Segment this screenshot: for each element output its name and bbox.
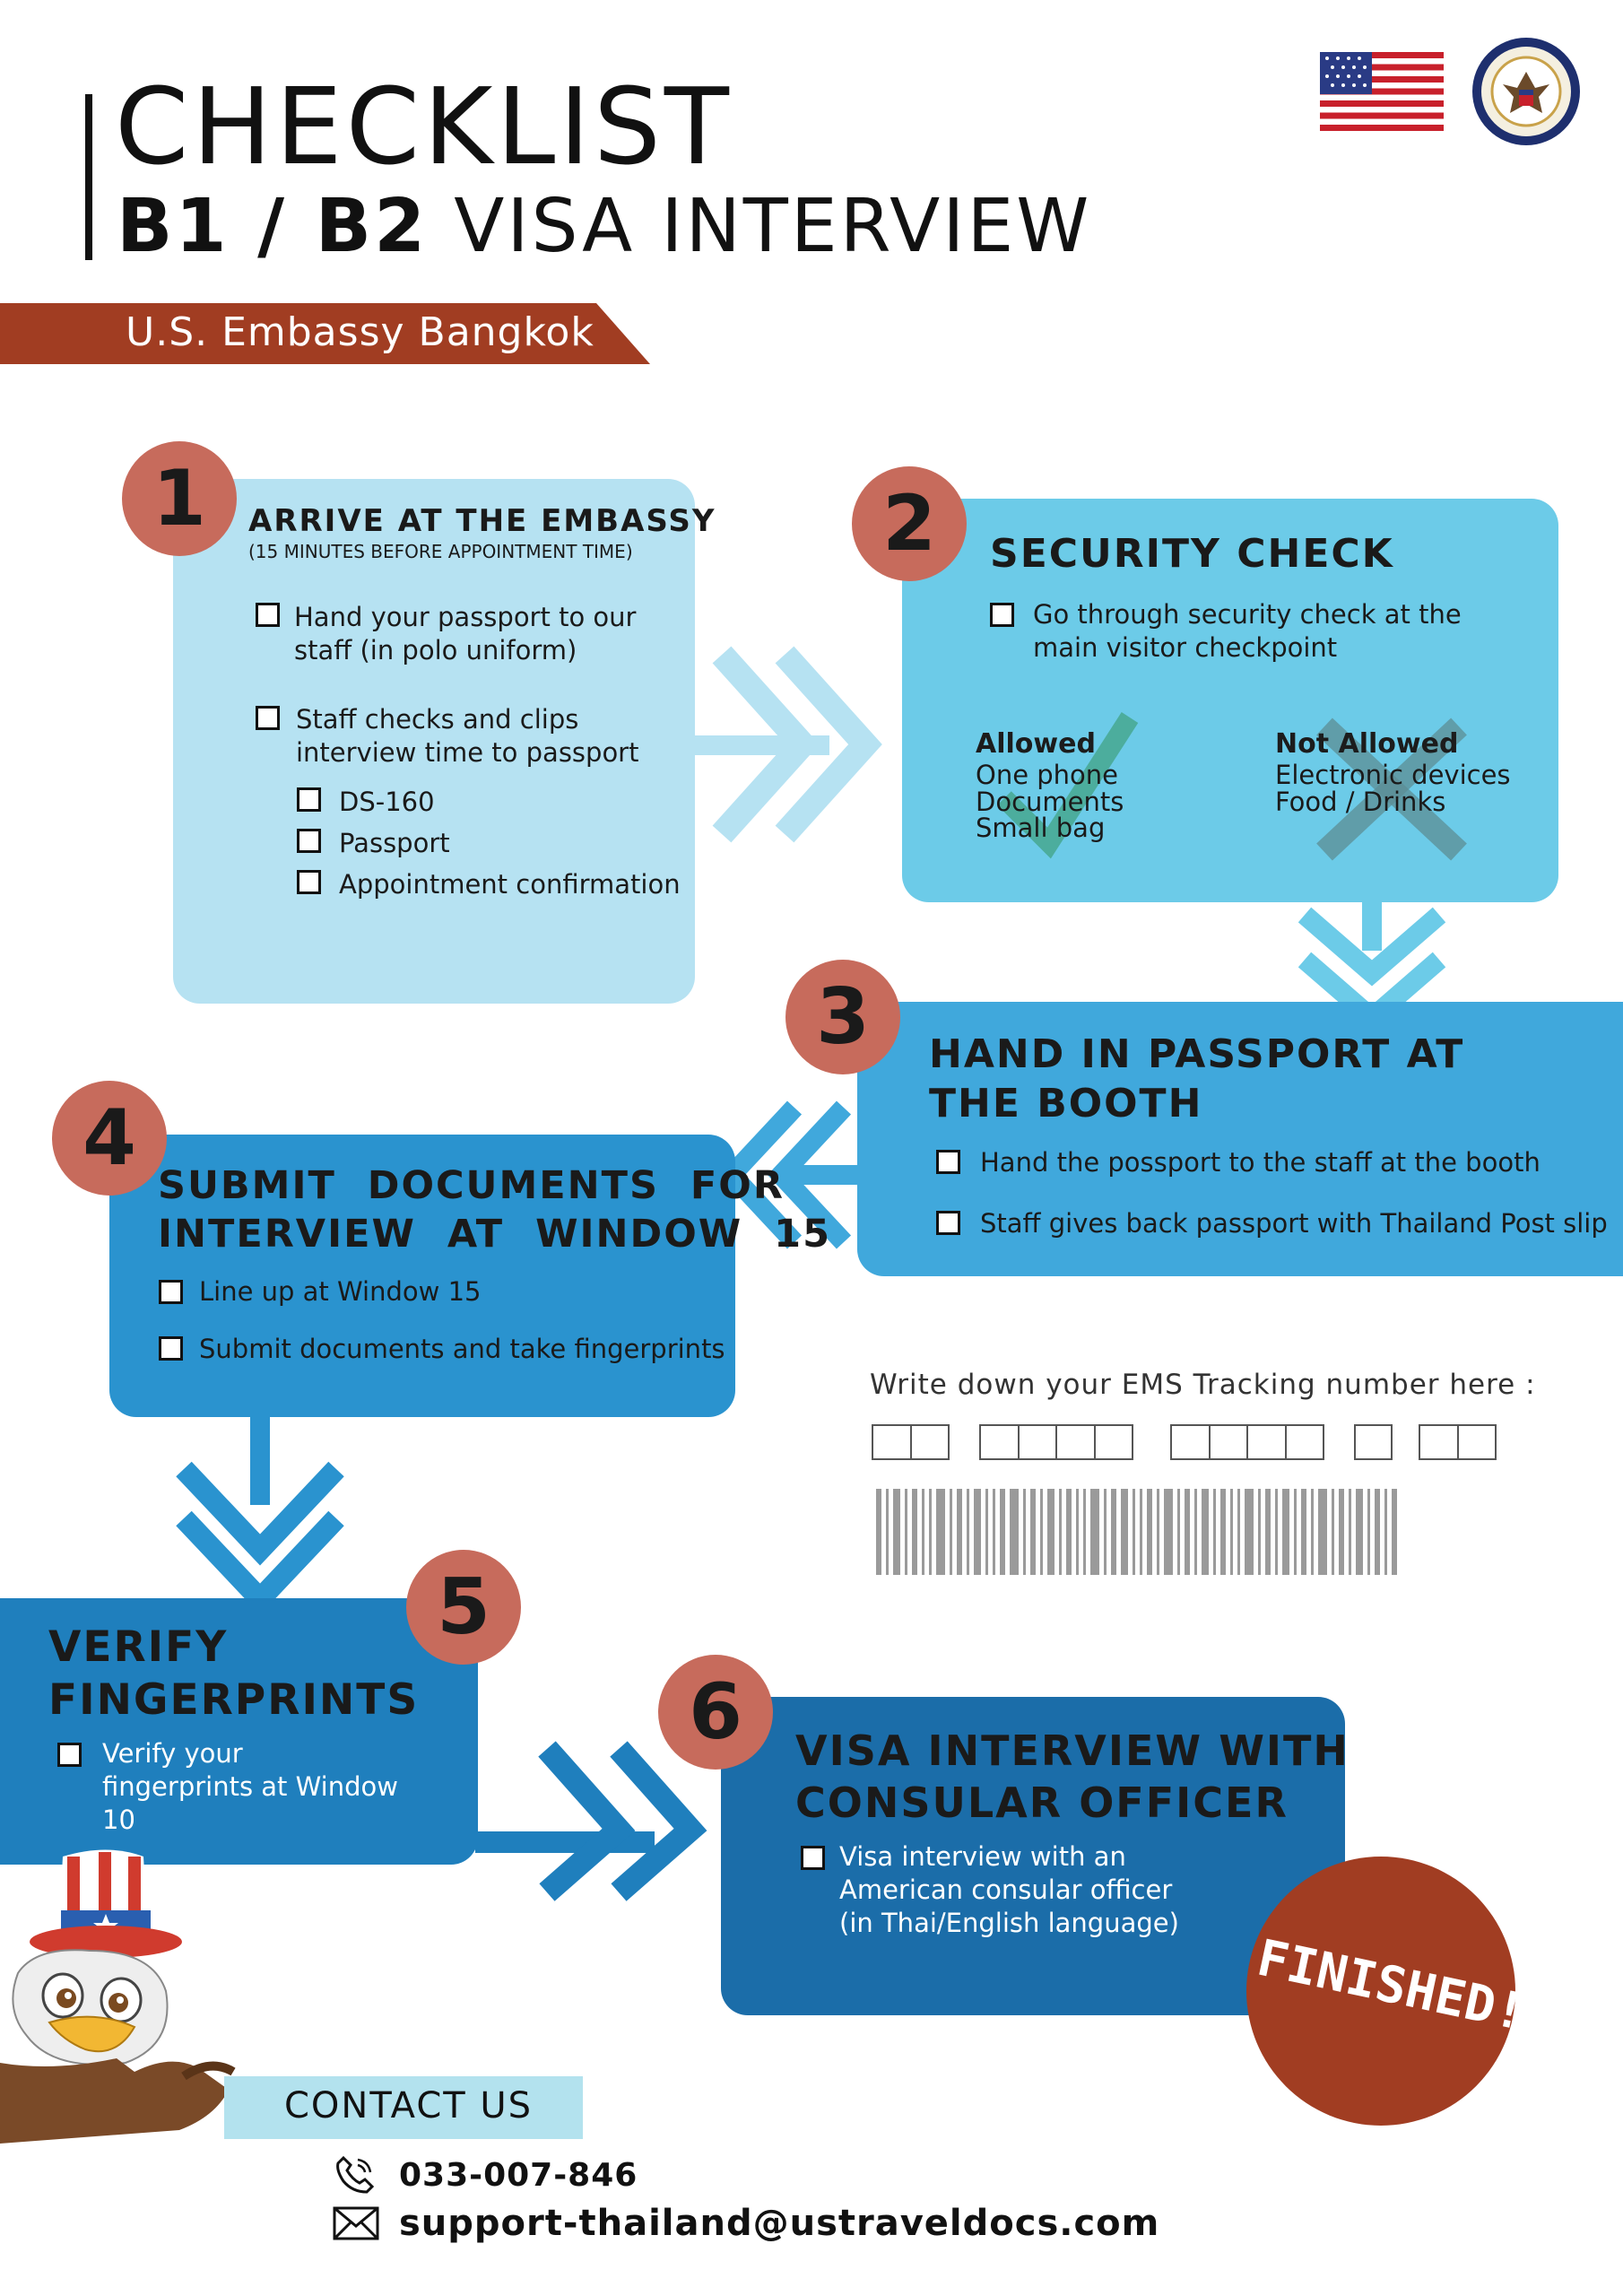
contact-title: CONTACT US bbox=[284, 2085, 534, 2126]
contact-email[interactable]: support-thailand@ustraveldocs.com bbox=[399, 2203, 1160, 2244]
step-4-item-1: Line up at Window 15 bbox=[199, 1276, 482, 1307]
embassy-seal-icon bbox=[1471, 36, 1582, 147]
barcode bbox=[876, 1489, 1504, 1575]
allowed-list bbox=[976, 762, 1124, 842]
eagle-mascot-icon bbox=[0, 1848, 242, 2144]
ems-tracking-field[interactable] bbox=[979, 1424, 1133, 1460]
step-2-item-1: Go through security check at the main visitor checkpoint bbox=[1033, 599, 1462, 663]
step-6-heading-line-1: VISA INTERVIEW WITH bbox=[795, 1726, 1350, 1775]
step-2-number: 2 bbox=[852, 466, 967, 581]
step-5-number: 5 bbox=[406, 1550, 521, 1665]
checkbox[interactable] bbox=[256, 706, 280, 730]
not-allowed-item: Electronic devices bbox=[1275, 760, 1511, 790]
step-5-item-1: Verify your fingerprints at Window 10 bbox=[102, 1738, 398, 1835]
step-4-heading-line-1: SUBMIT DOCUMENTS FOR bbox=[158, 1163, 785, 1208]
chevron-arrow-icon bbox=[175, 1415, 345, 1613]
phone-icon bbox=[334, 2154, 376, 2196]
ems-tracking-field[interactable] bbox=[1419, 1424, 1497, 1460]
step-4-heading bbox=[158, 1162, 831, 1259]
not-allowed-item: Food / Drinks bbox=[1275, 786, 1446, 817]
step-1-item-1: Hand your passport to our staff (in polo uniform) bbox=[294, 602, 637, 665]
checkbox[interactable] bbox=[159, 1280, 183, 1304]
page-title: CHECKLIST bbox=[115, 65, 733, 188]
step-4-heading-line-2: INTERVIEW AT WINDOW 15 bbox=[158, 1211, 831, 1257]
step-3-heading-line-1: HAND IN PASSPORT AT bbox=[929, 1031, 1465, 1077]
embassy-ribbon-label: U.S. Embassy Bangkok bbox=[126, 309, 595, 355]
step-5-heading-line-1: VERIFY bbox=[48, 1622, 229, 1672]
checkbox[interactable] bbox=[297, 870, 321, 894]
step-2-heading: SECURITY CHECK bbox=[990, 531, 1394, 577]
visa-interview-label: VISA INTERVIEW bbox=[454, 184, 1092, 269]
step-1-item-2: Staff checks and clips interview time to passport bbox=[296, 704, 639, 768]
step-6-heading-line-2: CONSULAR OFFICER bbox=[795, 1778, 1289, 1827]
allowed-item: Documents bbox=[976, 786, 1124, 817]
checkbox[interactable] bbox=[57, 1743, 82, 1767]
ems-tracking-field[interactable] bbox=[1354, 1424, 1393, 1460]
allowed-title: Allowed bbox=[976, 728, 1096, 760]
chevron-arrow-icon bbox=[695, 637, 901, 852]
checkbox[interactable] bbox=[801, 1846, 825, 1870]
us-flag-icon bbox=[1320, 52, 1444, 131]
step-1-subitem-1: DS-160 bbox=[339, 787, 435, 817]
allowed-item: Small bag bbox=[976, 813, 1106, 844]
step-6-heading bbox=[795, 1726, 1350, 1829]
checkbox[interactable] bbox=[297, 829, 321, 853]
checkbox[interactable] bbox=[159, 1336, 183, 1361]
finished-label: FINISHED! bbox=[1252, 1928, 1531, 2043]
allowed-item: One phone bbox=[976, 760, 1119, 790]
step-1-subitem-2: Passport bbox=[339, 828, 450, 858]
checkbox[interactable] bbox=[297, 787, 321, 812]
ems-tracking-label: Write down your EMS Tracking number here : bbox=[870, 1369, 1536, 1401]
step-3-item-1: Hand the possport to the staff at the booth bbox=[980, 1147, 1541, 1178]
step-1-number: 1 bbox=[122, 441, 237, 556]
step-1-subheading: (15 MINUTES BEFORE APPOINTMENT TIME) bbox=[248, 541, 633, 562]
checkbox[interactable] bbox=[256, 603, 280, 627]
checkbox[interactable] bbox=[936, 1211, 960, 1235]
mail-icon bbox=[333, 2206, 379, 2240]
not-allowed-title: Not Allowed bbox=[1275, 728, 1459, 760]
contact-phone[interactable]: 033-007-846 bbox=[399, 2157, 638, 2194]
step-3-heading-line-2: THE BOOTH bbox=[929, 1081, 1203, 1126]
ems-tracking-field[interactable] bbox=[1170, 1424, 1324, 1460]
step-4-item-2: Submit documents and take fingerprints bbox=[199, 1334, 725, 1364]
visa-type: B1 / B2 bbox=[117, 184, 429, 269]
step-5-heading bbox=[48, 1622, 419, 1727]
step-6-item-1: Visa interview with an American consular officer (in Thai/English language) bbox=[839, 1841, 1179, 1938]
checkbox[interactable] bbox=[936, 1150, 960, 1174]
step-3-heading bbox=[929, 1030, 1464, 1128]
ems-tracking-field[interactable] bbox=[872, 1424, 950, 1460]
step-1-heading: ARRIVE AT THE EMBASSY bbox=[248, 503, 716, 539]
not-allowed-list bbox=[1275, 762, 1511, 815]
step-5-heading-line-2: FINGERPRINTS bbox=[48, 1674, 420, 1725]
step-3-item-2: Staff gives back passport with Thailand Post slip bbox=[980, 1208, 1608, 1239]
checkbox[interactable] bbox=[990, 603, 1014, 627]
page-subtitle bbox=[117, 184, 1092, 269]
step-3-number: 3 bbox=[785, 960, 900, 1074]
step-4-number: 4 bbox=[52, 1081, 167, 1196]
step-6-number: 6 bbox=[658, 1655, 773, 1770]
step-1-subitem-3: Appointment confirmation bbox=[339, 869, 681, 900]
title-accent-bar bbox=[85, 94, 92, 260]
